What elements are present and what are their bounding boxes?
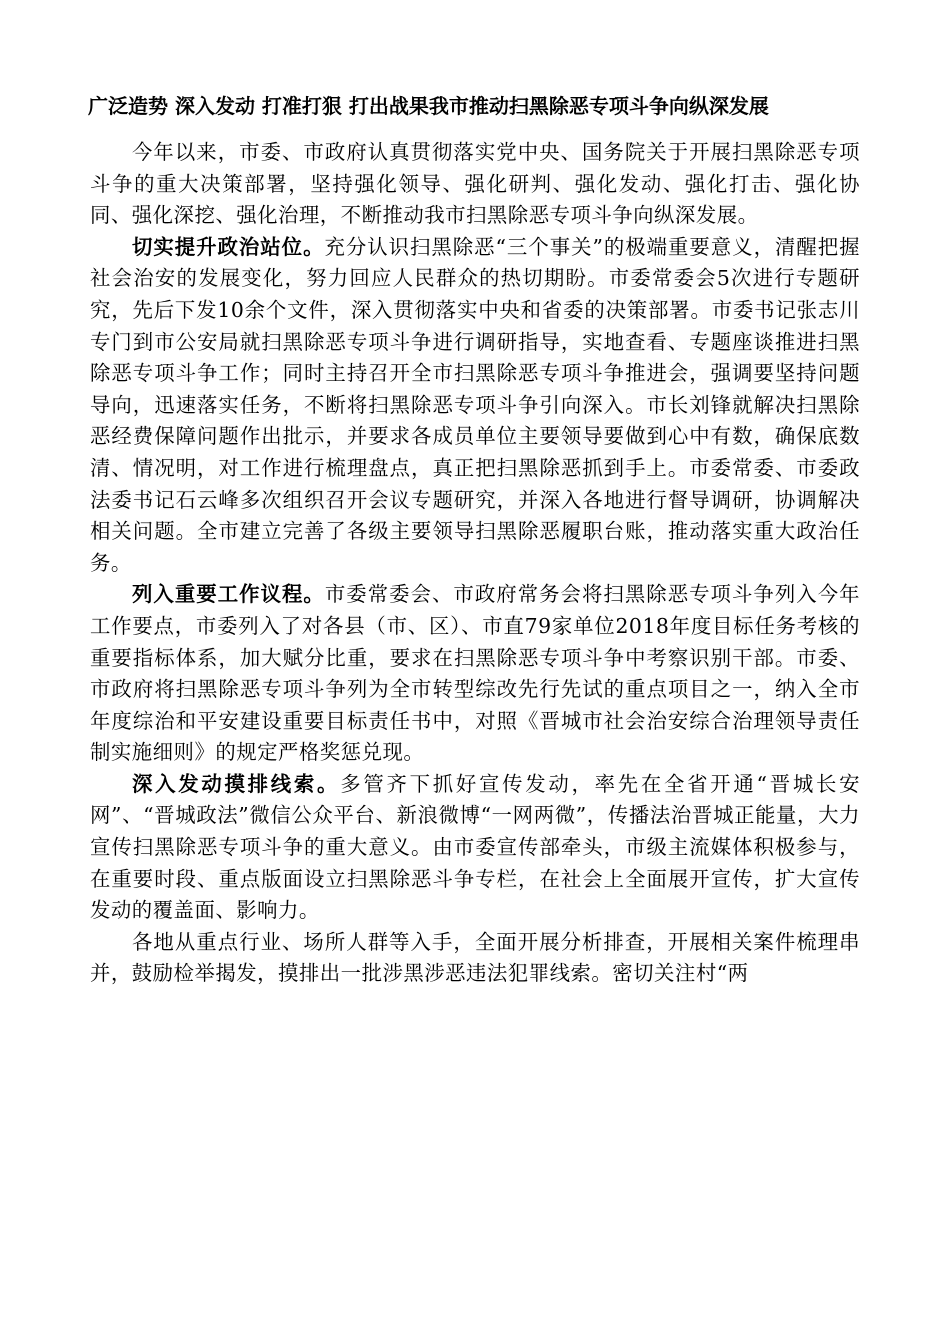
paragraph-lead: 列入重要工作议程。 [132,582,325,607]
paragraph-mobilization [90,769,860,927]
document-body [90,137,860,990]
paragraph-text: 充分认识扫黑除恶“三个事关”的极端重要意义，清醒把握社会治安的发展变化，努力回应人民群众的热切期盼。市委常委会5次进行专题研究，先后下发10余个文件，深入贯彻落实中央和省委的决策部署。市委书记张志川专门到市公安局就扫黑除恶专项斗争进行调研指导，实地查看、专题座谈推进扫黑除恶专项斗争工作；同时主持召开全市扫黑除恶专项斗争推进会，强调要坚持问题导向，迅速落实任务，不断将扫黑除恶专项斗争引向深入。市长刘锋就解决扫黑除恶经费保障问题作出批示，并要求各成员单位主要领导要做到心中有数，确保底数清、情况明，对工作进行梳理盘点，真正把扫黑除恶抓到手上。市委常委、市委政法委书记石云峰多次组织召开会议专题研究，并深入各地进行督导调研，协调解决相关问题。全市建立完善了各级主要领导扫黑除恶履职台账，推动落实重大政治任务。 [90,234,860,575]
paragraph-text: 多管齐下抓好宣传发动，率先在全省开通“晋城长安网”、“晋城政法”微信公众平台、新浪微博“一网两微”，传播法治晋城正能量，大力宣传扫黑除恶专项斗争的重大意义。由市委宣传部牵头，市级主流媒体积极参与，在重要时段、重点版面设立扫黑除恶斗争专栏，在社会上全面展开宣传，扩大宣传发动的覆盖面、影响力。 [90,771,860,923]
paragraph-intro [90,137,860,232]
paragraph-lead: 深入发动摸排线索。 [132,771,341,796]
paragraph-text: 各地从重点行业、场所人群等入手，全面开展分析排查，开展相关案件梳理串并，鼓励检举揭发，摸排出一批涉黑涉恶违法犯罪线索。密切关注村“两 [90,929,860,986]
paragraph-investigation [90,927,860,990]
document-title: 广泛造势 深入发动 打准打狠 打出战果我市推动扫黑除恶专项斗争向纵深发展 [88,94,769,118]
paragraph-lead: 切实提升政治站位。 [132,234,325,259]
paragraph-political-stance [90,232,860,580]
paragraph-text: 今年以来，市委、市政府认真贯彻落实党中央、国务院关于开展扫黑除恶专项斗争的重大决策部署，坚持强化领导、强化研判、强化发动、强化打击、强化协同、强化深挖、强化治理，不断推动我市扫黑除恶专项斗争向纵深发展。 [90,140,860,228]
paragraph-work-agenda [90,579,860,769]
paragraph-text: 市委常委会、市政府常务会将扫黑除恶专项斗争列入今年工作要点，市委列入了对各县（市、区）、市直79家单位2018年度目标任务考核的重要指标体系，加大赋分比重，要求在扫黑除恶专项斗争中考察识别干部。市委、市政府将扫黑除恶专项斗争列为全市转型综改先行先试的重点项目之一，纳入全市年度综治和平安建设重要目标责任书中，对照《晋城市社会治安综合治理领导责任制实施细则》的规定严格奖惩兑现。 [90,582,861,765]
